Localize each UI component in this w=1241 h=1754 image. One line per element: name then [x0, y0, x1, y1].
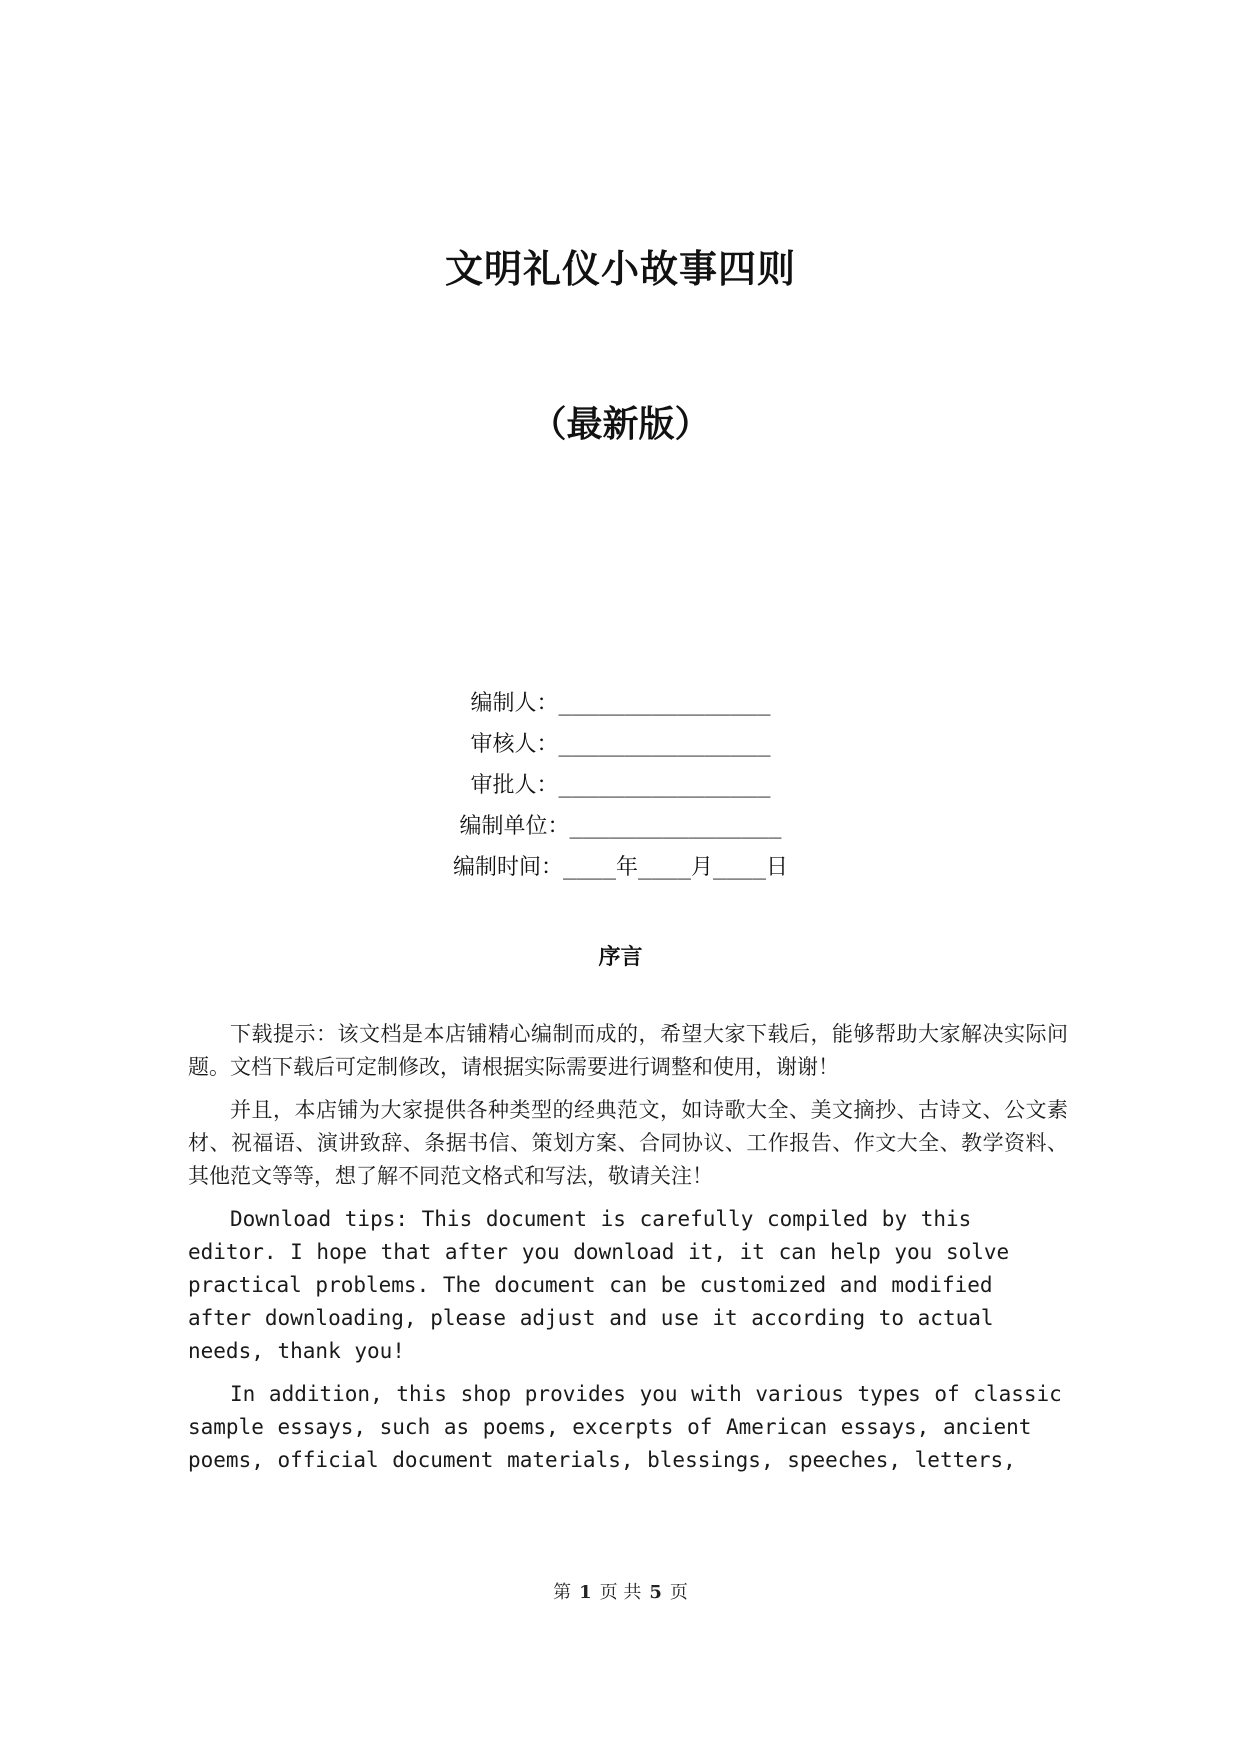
preface-body: [188, 1018, 1068, 1487]
signoff-approver: 审批人：________________: [470, 773, 771, 798]
footer-suffix: 页: [669, 1582, 688, 1603]
page-footer: [0, 1578, 1241, 1604]
document-title: 文明礼仪小故事四则: [444, 246, 796, 291]
page-number: 1: [579, 1582, 592, 1603]
signoff-unit: 编制单位：________________: [459, 814, 782, 839]
signoff-reviewer: 审核人：________________: [470, 732, 771, 757]
footer-prefix: 第: [553, 1582, 572, 1603]
preface-paragraph: In addition, this shop provides you with various types of classic sample essays, such as poems, excerpts of American essays, ancient poems, official document materials, blessings, speeches, letters,: [188, 1382, 1062, 1472]
document-subtitle: （最新版）: [530, 403, 711, 445]
preface-paragraph: 下载提示：该文档是本店铺精心编制而成的，希望大家下载后，能够帮助大家解决实际问题。文档下载后可定制修改，请根据实际需要进行调整和使用，谢谢！: [188, 1022, 1068, 1079]
preface-heading: 序言: [598, 944, 643, 970]
preface-paragraph: 并且，本店铺为大家提供各种类型的经典范文，如诗歌大全、美文摘抄、古诗文、公文素材、祝福语、演讲致辞、条据书信、策划方案、合同协议、工作报告、作文大全、教学资料、其他范文等等，想了解不同范文格式和写法，敬请关注！: [188, 1098, 1068, 1188]
signoff-compiler: 编制人：________________: [470, 691, 771, 716]
signoff-block: [0, 683, 1241, 888]
signoff-date: 编制时间：____年____月____日: [453, 855, 788, 880]
preface-paragraph: Download tips: This document is carefully compiled by this editor. I hope that after you download it, it can help you solve practical problems. The document can be customized and modified after downloading, please adjust and use it according to actual needs, thank you!: [188, 1207, 1010, 1363]
page-total: 5: [649, 1582, 662, 1603]
footer-middle: 页 共: [599, 1582, 642, 1603]
